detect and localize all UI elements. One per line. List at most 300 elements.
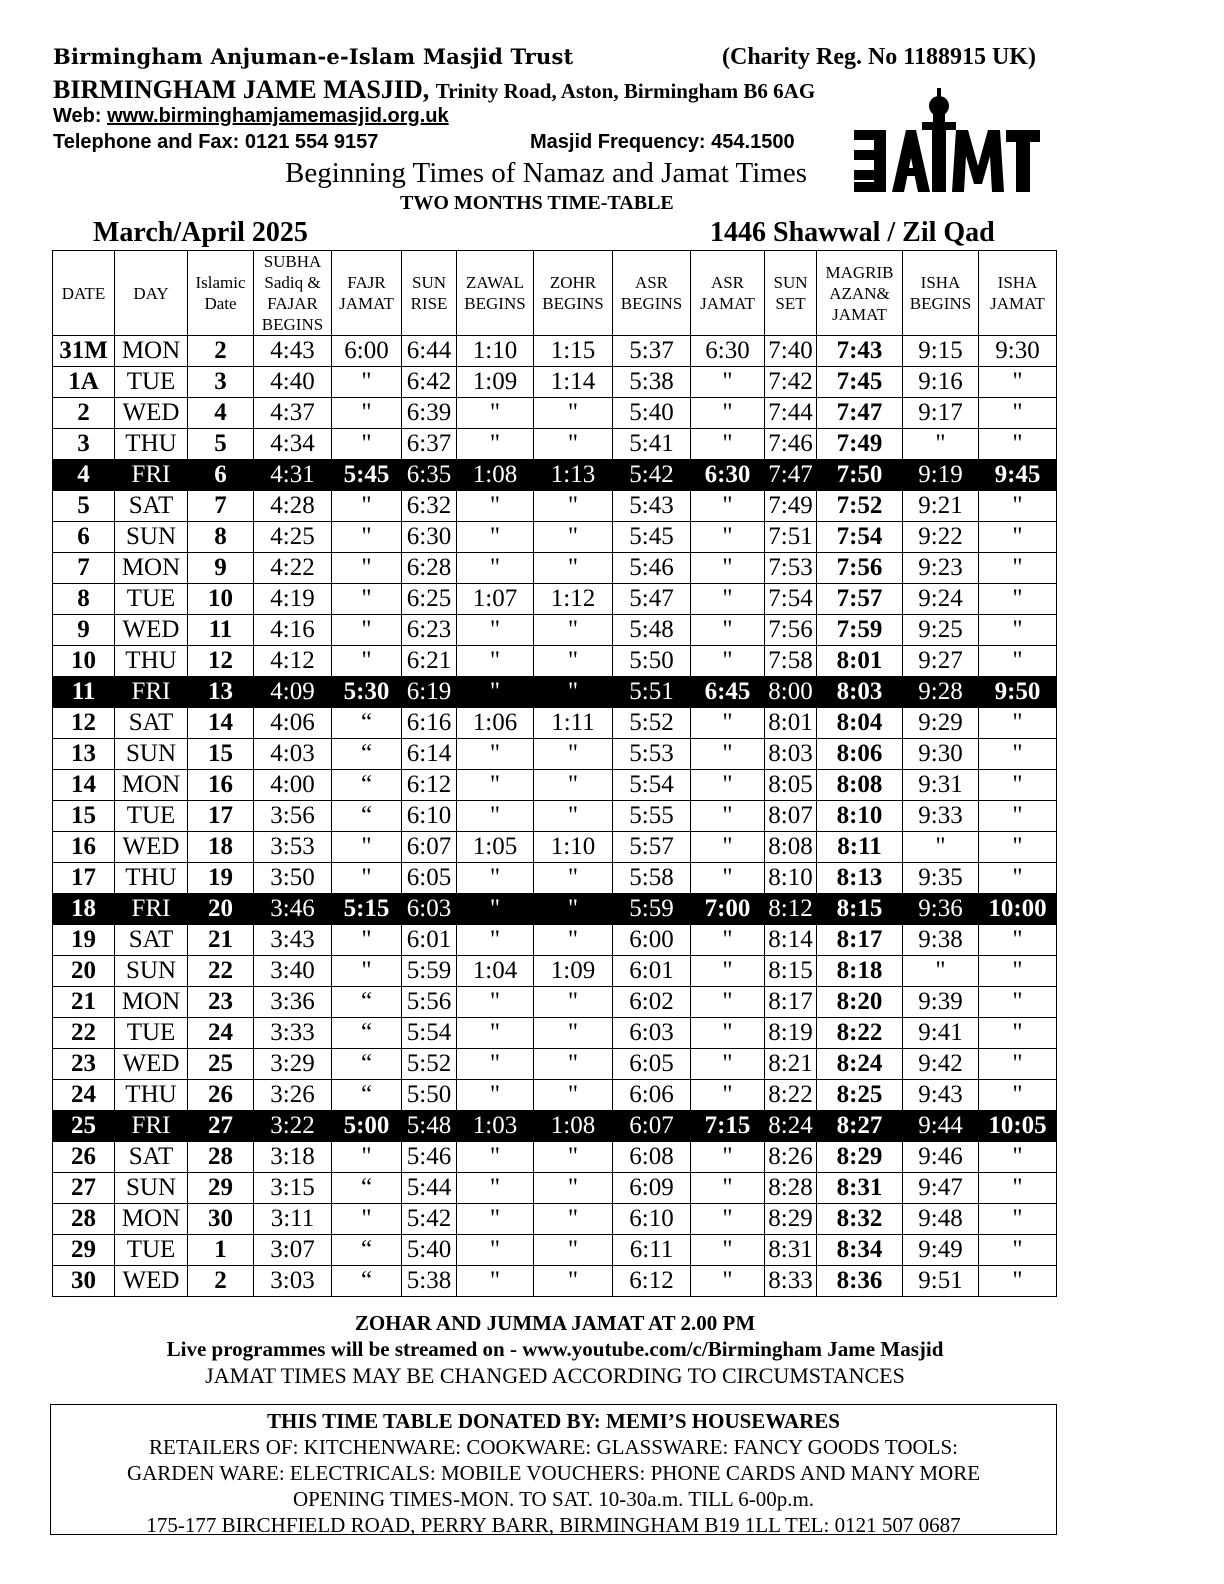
cell-sunrise: 6:07: [402, 832, 457, 863]
cell-date: 12: [53, 708, 115, 739]
table-row: [53, 1266, 1057, 1297]
cell-islamic-date: 22: [188, 956, 254, 987]
cell-magrib-jamat: 7:43: [817, 336, 903, 367]
cell-sunrise: 6:14: [402, 739, 457, 770]
cell-zawal-begins: 1:03: [457, 1111, 534, 1142]
cell-zawal-begins: ": [457, 615, 534, 646]
cell-sunrise: 6:28: [402, 553, 457, 584]
cell-magrib-jamat: 8:11: [817, 832, 903, 863]
cell-zawal-begins: ": [457, 925, 534, 956]
cell-isha-begins: 9:49: [903, 1235, 979, 1266]
cell-sunset: 8:29: [765, 1204, 817, 1235]
cell-date: 18: [53, 894, 115, 925]
cell-isha-begins: 9:23: [903, 553, 979, 584]
cell-sunrise: 6:21: [402, 646, 457, 677]
cell-zohr-begins: ": [534, 398, 613, 429]
cell-fajar-begins: 3:56: [254, 801, 332, 832]
cell-day: MON: [115, 553, 188, 584]
cell-zawal-begins: 1:06: [457, 708, 534, 739]
hijri-title: 1446 Shawwal / Zil Qad: [710, 217, 995, 248]
cell-zohr-begins: ": [534, 615, 613, 646]
cell-isha-begins: 9:39: [903, 987, 979, 1018]
cell-fajar-begins: 4:31: [254, 460, 332, 491]
cell-fajr-jamat: ": [332, 925, 402, 956]
cell-magrib-jamat: 8:04: [817, 708, 903, 739]
cell-date: 24: [53, 1080, 115, 1111]
cell-sunrise: 6:10: [402, 801, 457, 832]
cell-sunset: 8:31: [765, 1235, 817, 1266]
cell-fajar-begins: 3:15: [254, 1173, 332, 1204]
web-link[interactable]: www.birminghamjamemasjid.org.uk: [107, 105, 449, 127]
cell-asr-begins: 5:47: [613, 584, 691, 615]
cell-isha-begins: 9:24: [903, 584, 979, 615]
cell-sunset: 7:46: [765, 429, 817, 460]
cell-islamic-date: 2: [188, 336, 254, 367]
cell-asr-jamat: ": [691, 708, 765, 739]
cell-sunrise: 6:30: [402, 522, 457, 553]
cell-fajar-begins: 3:29: [254, 1049, 332, 1080]
cell-asr-begins: 6:08: [613, 1142, 691, 1173]
cell-isha-jamat: ": [979, 801, 1057, 832]
cell-islamic-date: 8: [188, 522, 254, 553]
cell-fajar-begins: 3:43: [254, 925, 332, 956]
cell-asr-jamat: ": [691, 491, 765, 522]
cell-sunset: 8:00: [765, 677, 817, 708]
cell-sunrise: 5:56: [402, 987, 457, 1018]
cell-day: FRI: [115, 677, 188, 708]
cell-sunset: 7:51: [765, 522, 817, 553]
charity-reg: (Charity Reg. No 1188915 UK): [722, 44, 1036, 70]
cell-isha-jamat: ": [979, 491, 1057, 522]
cell-fajr-jamat: “: [332, 739, 402, 770]
cell-sunset: 7:53: [765, 553, 817, 584]
cell-date: 31M: [53, 336, 115, 367]
cell-magrib-jamat: 8:15: [817, 894, 903, 925]
cell-fajar-begins: 3:46: [254, 894, 332, 925]
cell-magrib-jamat: 8:03: [817, 677, 903, 708]
cell-isha-jamat: ": [979, 646, 1057, 677]
cell-magrib-jamat: 8:20: [817, 987, 903, 1018]
table-row: [53, 1080, 1057, 1111]
table-row: [53, 956, 1057, 987]
cell-sunrise: 5:52: [402, 1049, 457, 1080]
cell-zawal-begins: 1:05: [457, 832, 534, 863]
cell-sunset: 8:17: [765, 987, 817, 1018]
cell-islamic-date: 19: [188, 863, 254, 894]
cell-date: 17: [53, 863, 115, 894]
cell-day: WED: [115, 615, 188, 646]
header-asr-begins: ASR BEGINS: [613, 251, 691, 336]
cell-zohr-begins: ": [534, 1235, 613, 1266]
cell-islamic-date: 4: [188, 398, 254, 429]
cell-islamic-date: 17: [188, 801, 254, 832]
cell-day: WED: [115, 398, 188, 429]
trust-name: Birmingham Anjuman-e-Islam Masjid Trust: [53, 44, 574, 69]
table-row: [53, 1173, 1057, 1204]
cell-date: 21: [53, 987, 115, 1018]
header-asr-jamat: ASR JAMAT: [691, 251, 765, 336]
cell-sunset: 8:19: [765, 1018, 817, 1049]
header-sunrise: SUN RISE: [402, 251, 457, 336]
cell-isha-jamat: ": [979, 1018, 1057, 1049]
cell-zawal-begins: ": [457, 1018, 534, 1049]
web-line: [53, 105, 449, 128]
stream-note: Live programmes will be streamed on - www.youtube.com/c/Birmingham Jame Masjid: [166, 1337, 944, 1361]
cell-zawal-begins: ": [457, 1204, 534, 1235]
cell-day: SAT: [115, 491, 188, 522]
cell-isha-jamat: ": [979, 925, 1057, 956]
cell-fajar-begins: 3:53: [254, 832, 332, 863]
cell-isha-jamat: 9:45: [979, 460, 1057, 491]
cell-zohr-begins: ": [534, 522, 613, 553]
cell-date: 29: [53, 1235, 115, 1266]
cell-sunrise: 6:23: [402, 615, 457, 646]
cell-zohr-begins: ": [534, 770, 613, 801]
cell-zawal-begins: 1:04: [457, 956, 534, 987]
table-row: [53, 987, 1057, 1018]
cell-magrib-jamat: 7:54: [817, 522, 903, 553]
cell-asr-begins: 6:05: [613, 1049, 691, 1080]
cell-islamic-date: 1: [188, 1235, 254, 1266]
cell-asr-begins: 5:51: [613, 677, 691, 708]
cell-magrib-jamat: 8:10: [817, 801, 903, 832]
cell-asr-jamat: ": [691, 1018, 765, 1049]
cell-zawal-begins: 1:08: [457, 460, 534, 491]
table-row: [53, 1142, 1057, 1173]
donor-line-1: RETAILERS OF: KITCHENWARE: COOKWARE: GLASSWARE: FANCY GOODS TOOLS:: [149, 1435, 958, 1459]
cell-fajr-jamat: ": [332, 863, 402, 894]
cell-fajar-begins: 4:12: [254, 646, 332, 677]
masjid-name-line: [53, 75, 815, 105]
cell-islamic-date: 27: [188, 1111, 254, 1142]
table-row: [53, 1111, 1057, 1142]
cell-fajr-jamat: “: [332, 1235, 402, 1266]
cell-asr-jamat: 6:45: [691, 677, 765, 708]
cell-zohr-begins: 1:15: [534, 336, 613, 367]
cell-date: 28: [53, 1204, 115, 1235]
table-row: [53, 739, 1057, 770]
cell-zohr-begins: 1:13: [534, 460, 613, 491]
cell-asr-jamat: ": [691, 956, 765, 987]
cell-asr-begins: 5:48: [613, 615, 691, 646]
cell-zawal-begins: ": [457, 894, 534, 925]
cell-date: 16: [53, 832, 115, 863]
table-row: [53, 1204, 1057, 1235]
cell-zohr-begins: ": [534, 1173, 613, 1204]
cell-day: THU: [115, 863, 188, 894]
cell-sunset: 8:10: [765, 863, 817, 894]
cell-asr-jamat: ": [691, 987, 765, 1018]
cell-asr-jamat: ": [691, 429, 765, 460]
cell-islamic-date: 20: [188, 894, 254, 925]
cell-sunset: 7:42: [765, 367, 817, 398]
cell-fajr-jamat: “: [332, 1266, 402, 1297]
cell-isha-begins: 9:30: [903, 739, 979, 770]
cell-asr-begins: 5:57: [613, 832, 691, 863]
cell-fajr-jamat: ": [332, 491, 402, 522]
cell-zawal-begins: 1:09: [457, 367, 534, 398]
cell-date: 9: [53, 615, 115, 646]
cell-zohr-begins: ": [534, 429, 613, 460]
cell-magrib-jamat: 7:57: [817, 584, 903, 615]
cell-day: WED: [115, 1049, 188, 1080]
cell-fajr-jamat: ": [332, 1204, 402, 1235]
cell-date: 22: [53, 1018, 115, 1049]
cell-fajr-jamat: ": [332, 832, 402, 863]
cell-islamic-date: 28: [188, 1142, 254, 1173]
cell-date: 19: [53, 925, 115, 956]
cell-asr-begins: 5:42: [613, 460, 691, 491]
telephone: Telephone and Fax: 0121 554 9157: [53, 131, 379, 153]
cell-isha-begins: 9:36: [903, 894, 979, 925]
prayer-timetable: [52, 250, 1057, 1297]
cell-zohr-begins: 1:12: [534, 584, 613, 615]
cell-magrib-jamat: 8:08: [817, 770, 903, 801]
cell-day: THU: [115, 646, 188, 677]
cell-zohr-begins: 1:10: [534, 832, 613, 863]
cell-isha-begins: 9:47: [903, 1173, 979, 1204]
cell-zawal-begins: ": [457, 1142, 534, 1173]
cell-zawal-begins: ": [457, 1235, 534, 1266]
cell-asr-jamat: ": [691, 1235, 765, 1266]
cell-asr-jamat: ": [691, 1204, 765, 1235]
cell-zohr-begins: ": [534, 801, 613, 832]
cell-sunrise: 6:12: [402, 770, 457, 801]
cell-magrib-jamat: 8:27: [817, 1111, 903, 1142]
cell-magrib-jamat: 8:22: [817, 1018, 903, 1049]
cell-sunset: 7:56: [765, 615, 817, 646]
cell-isha-begins: 9:41: [903, 1018, 979, 1049]
cell-islamic-date: 18: [188, 832, 254, 863]
table-row: [53, 894, 1057, 925]
cell-fajar-begins: 4:28: [254, 491, 332, 522]
cell-sunset: 8:08: [765, 832, 817, 863]
cell-sunset: 8:22: [765, 1080, 817, 1111]
cell-fajr-jamat: 5:15: [332, 894, 402, 925]
cell-sunrise: 6:42: [402, 367, 457, 398]
cell-fajr-jamat: ": [332, 584, 402, 615]
cell-isha-jamat: ": [979, 1080, 1057, 1111]
cell-asr-begins: 5:46: [613, 553, 691, 584]
cell-date: 27: [53, 1173, 115, 1204]
cell-magrib-jamat: 8:32: [817, 1204, 903, 1235]
cell-isha-jamat: ": [979, 956, 1057, 987]
cell-sunrise: 6:32: [402, 491, 457, 522]
cell-asr-jamat: 7:15: [691, 1111, 765, 1142]
cell-asr-jamat: ": [691, 863, 765, 894]
cell-fajr-jamat: “: [332, 708, 402, 739]
cell-magrib-jamat: 8:24: [817, 1049, 903, 1080]
cell-day: TUE: [115, 367, 188, 398]
cell-asr-jamat: ": [691, 522, 765, 553]
cell-sunset: 8:12: [765, 894, 817, 925]
cell-fajr-jamat: ": [332, 956, 402, 987]
table-row: [53, 460, 1057, 491]
cell-fajr-jamat: 5:00: [332, 1111, 402, 1142]
table-row: [53, 646, 1057, 677]
cell-fajar-begins: 4:16: [254, 615, 332, 646]
cell-zohr-begins: ": [534, 553, 613, 584]
cell-isha-begins: 9:38: [903, 925, 979, 956]
cell-magrib-jamat: 8:18: [817, 956, 903, 987]
table-body: [53, 336, 1057, 1297]
cell-isha-begins: 9:21: [903, 491, 979, 522]
cell-isha-begins: 9:27: [903, 646, 979, 677]
cell-fajar-begins: 3:40: [254, 956, 332, 987]
jumma-note: ZOHAR AND JUMMA JAMAT AT 2.00 PM: [354, 1311, 756, 1335]
cell-magrib-jamat: 8:36: [817, 1266, 903, 1297]
cell-zohr-begins: ": [534, 491, 613, 522]
cell-asr-jamat: ": [691, 832, 765, 863]
cell-asr-begins: 6:01: [613, 956, 691, 987]
donor-title: THIS TIME TABLE DONATED BY: MEMI’S HOUSEWARES: [267, 1409, 840, 1433]
cell-islamic-date: 2: [188, 1266, 254, 1297]
cell-islamic-date: 14: [188, 708, 254, 739]
cell-asr-begins: 5:45: [613, 522, 691, 553]
cell-zohr-begins: 1:11: [534, 708, 613, 739]
cell-zawal-begins: ": [457, 739, 534, 770]
cell-zawal-begins: ": [457, 863, 534, 894]
cell-isha-jamat: ": [979, 987, 1057, 1018]
cell-zohr-begins: ": [534, 1266, 613, 1297]
cell-isha-jamat: ": [979, 429, 1057, 460]
cell-day: SUN: [115, 522, 188, 553]
cell-isha-begins: ": [903, 832, 979, 863]
cell-fajar-begins: 4:34: [254, 429, 332, 460]
cell-zawal-begins: ": [457, 987, 534, 1018]
masjid-name: BIRMINGHAM JAME MASJID,: [53, 75, 430, 104]
cell-date: 8: [53, 584, 115, 615]
cell-date: 25: [53, 1111, 115, 1142]
cell-isha-jamat: ": [979, 615, 1057, 646]
header-fajr-jamat: FAJR JAMAT: [332, 251, 402, 336]
cell-magrib-jamat: 8:01: [817, 646, 903, 677]
cell-isha-jamat: ": [979, 708, 1057, 739]
cell-isha-begins: 9:31: [903, 770, 979, 801]
cell-asr-begins: 5:54: [613, 770, 691, 801]
cell-zohr-begins: ": [534, 677, 613, 708]
cell-islamic-date: 16: [188, 770, 254, 801]
table-row: [53, 1235, 1057, 1266]
cell-asr-begins: 6:10: [613, 1204, 691, 1235]
cell-isha-begins: 9:17: [903, 398, 979, 429]
cell-fajar-begins: 4:09: [254, 677, 332, 708]
cell-asr-jamat: ": [691, 553, 765, 584]
cell-isha-jamat: 9:30: [979, 336, 1057, 367]
cell-date: 5: [53, 491, 115, 522]
cell-zawal-begins: ": [457, 1049, 534, 1080]
cell-day: SUN: [115, 956, 188, 987]
cell-fajar-begins: 4:06: [254, 708, 332, 739]
cell-sunset: 8:14: [765, 925, 817, 956]
cell-fajar-begins: 4:37: [254, 398, 332, 429]
cell-isha-begins: 9:33: [903, 801, 979, 832]
masjid-address: Trinity Road, Aston, Birmingham B6 6AG: [435, 79, 816, 103]
header-islamic-date: Islamic Date: [188, 251, 254, 336]
cell-date: 1A: [53, 367, 115, 398]
cell-islamic-date: 6: [188, 460, 254, 491]
cell-fajr-jamat: ": [332, 646, 402, 677]
masjid-frequency: Masjid Frequency: 454.1500: [530, 131, 795, 153]
cell-sunrise: 6:39: [402, 398, 457, 429]
table-row: [53, 677, 1057, 708]
cell-fajr-jamat: 5:45: [332, 460, 402, 491]
cell-day: WED: [115, 1266, 188, 1297]
cell-zawal-begins: ": [457, 522, 534, 553]
cell-zawal-begins: ": [457, 1080, 534, 1111]
cell-fajar-begins: 3:07: [254, 1235, 332, 1266]
cell-day: TUE: [115, 584, 188, 615]
cell-isha-jamat: 9:50: [979, 677, 1057, 708]
cell-magrib-jamat: 7:56: [817, 553, 903, 584]
cell-sunset: 8:26: [765, 1142, 817, 1173]
cell-isha-jamat: ": [979, 1173, 1057, 1204]
cell-asr-begins: 6:11: [613, 1235, 691, 1266]
table-row: [53, 863, 1057, 894]
cell-fajar-begins: 4:40: [254, 367, 332, 398]
cell-fajar-begins: 3:11: [254, 1204, 332, 1235]
cell-fajar-begins: 4:03: [254, 739, 332, 770]
table-row: [53, 708, 1057, 739]
cell-fajar-begins: 3:22: [254, 1111, 332, 1142]
table-row: [53, 367, 1057, 398]
cell-zohr-begins: ": [534, 1018, 613, 1049]
header-date: DATE: [53, 251, 115, 336]
cell-date: 6: [53, 522, 115, 553]
table-row: [53, 832, 1057, 863]
cell-zohr-begins: ": [534, 1049, 613, 1080]
cell-day: MON: [115, 987, 188, 1018]
cell-isha-jamat: ": [979, 770, 1057, 801]
table-row: [53, 522, 1057, 553]
cell-isha-begins: 9:15: [903, 336, 979, 367]
cell-date: 2: [53, 398, 115, 429]
cell-asr-begins: 6:07: [613, 1111, 691, 1142]
cell-isha-jamat: ": [979, 1266, 1057, 1297]
cell-fajar-begins: 3:33: [254, 1018, 332, 1049]
cell-magrib-jamat: 8:31: [817, 1173, 903, 1204]
timetable-type: TWO MONTHS TIME-TABLE: [400, 192, 674, 214]
cell-isha-begins: 9:42: [903, 1049, 979, 1080]
cell-islamic-date: 15: [188, 739, 254, 770]
month-title: March/April 2025: [93, 217, 308, 248]
header-isha-begins: ISHA BEGINS: [903, 251, 979, 336]
cell-islamic-date: 25: [188, 1049, 254, 1080]
cell-isha-jamat: ": [979, 367, 1057, 398]
cell-date: 23: [53, 1049, 115, 1080]
cell-isha-jamat: ": [979, 832, 1057, 863]
table-row: [53, 1018, 1057, 1049]
header-magrib-jamat: MAGRIB AZAN& JAMAT: [817, 251, 903, 336]
cell-isha-jamat: ": [979, 739, 1057, 770]
cell-sunrise: 6:19: [402, 677, 457, 708]
cell-asr-jamat: ": [691, 584, 765, 615]
cell-zohr-begins: ": [534, 925, 613, 956]
table-row: [53, 491, 1057, 522]
cell-day: FRI: [115, 894, 188, 925]
cell-asr-begins: 5:53: [613, 739, 691, 770]
cell-date: 26: [53, 1142, 115, 1173]
cell-asr-jamat: ": [691, 1080, 765, 1111]
cell-sunset: 7:47: [765, 460, 817, 491]
cell-zohr-begins: ": [534, 863, 613, 894]
cell-fajar-begins: 3:26: [254, 1080, 332, 1111]
cell-sunrise: 5:44: [402, 1173, 457, 1204]
cell-isha-jamat: ": [979, 553, 1057, 584]
cell-magrib-jamat: 7:49: [817, 429, 903, 460]
cell-sunrise: 5:46: [402, 1142, 457, 1173]
cell-sunrise: 6:44: [402, 336, 457, 367]
